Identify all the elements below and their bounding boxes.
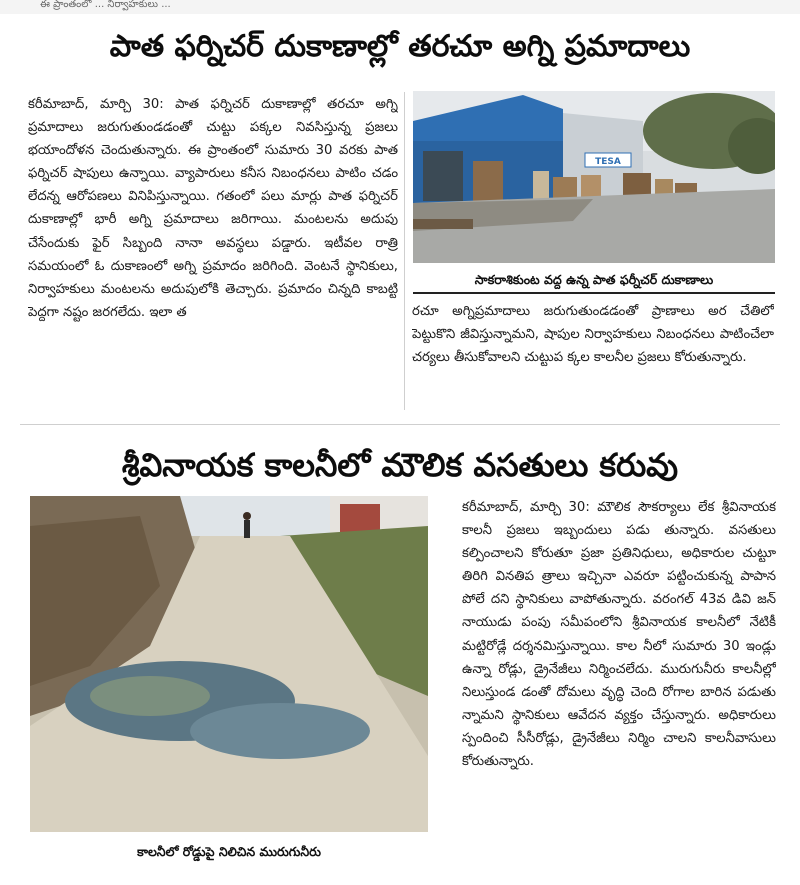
- article2-body: కరీమాబాద్, మార్చి 30: మౌలిక సౌకర్యాలు లేక శ్రీవినాయక కాలనీ ప్రజలు ఇబ్బందులు పడు తున్నారు. వసతులు కల్పించాలని కోరుతూ ప్రజా ప్రతినిధులు, అధికారుల చుట్టూ తిరిగి వినతిప త్రాలు ఇచ్చినా ఎవరూ పట్టించుకున్న పాపాన పోలే దని స్థానికులు వాపోతున్నారు. వరంగల్ 43వ డివి జన్ నాయుడు పంపు సమీపంలోని శ్రీవినాయక కాలనీలో నేటికీ మట్టిరోడ్లే దర్శనమిస్తున్నాయి. కాల నీలో సుమారు 30 ఇండ్లు ఉన్నా రోడ్లు, డ్రైనేజీలు నిర్మించలేదు. మురుగునీరు కాలనీల్లో నిలుస్తుండ డంతో దోమలు వృద్ధి చెంది రోగాల బారిన పడుతు న్నామని స్థానికులు ఆవేదన వ్యక్తం చేస్తున్నారు. అధికారులు స్పందించి సీసీరోడ్లు, డ్రైనేజీలు నిర్మిం చాలని కాలనీవాసులు కోరుతున్నారు.: [462, 500, 776, 770]
- article1-headline: పాత ఫర్నిచర్ దుకాణాల్లో తరచూ అగ్ని ప్రమాదాలు: [109, 29, 691, 64]
- top-cropped-text: ఈ ప్రాంతంలో ... నిర్వాహకులు ...: [0, 0, 800, 14]
- article2-headline: శ్రీవినాయక కాలనీలో మౌలిక వసతులు కరువు: [121, 446, 679, 484]
- article1-body-left: కరీమాబాద్, మార్చి 30: పాత ఫర్నిచర్ దుకాణాల్లో తరచూ అగ్ని ప్రమాదాలు జరుగుతుండడంతో చుట్టు పక్కల నివసిస్తున్న ప్రజలు భయాందోళన చెందుతున్నారు. ఈ ప్రాంతంలో సుమారు 30 వరకు పాత ఫర్నిచర్ షాపులు ఉన్నాయి. వ్యాపారులు కనీస నిబంధనలు పాటిం చడం లేదన్న ఆరోపణలు వినిపిస్తున్నాయి. గతంలో పలు మార్లు పాత ఫర్నిచర్ దుకాణాల్లో భారీ అగ్ని ప్రమాదాలు జరిగాయి. మంటలను అదుపు చేసేందుకు ఫైర్ సిబ్బంది నానా అవస్థలు పడ్డారు. ఇటీవల రాత్రి సమయంలో ఓ దుకాణంలో అగ్ని ప్రమాదం జరిగింది. వెంటనే స్థానికులు, నిర్వాహకులు మంటలను అదుపులోకి తెచ్చారు. ప్రమాదం చిన్నది కాబట్టి పెద్దగా నష్టం జరగలేదు. ఇలా త: [28, 97, 398, 320]
- article1-body-right: రచూ అగ్నిప్రమాదాలు జరుగుతుండడంతో ప్రాణాలు అర చేతిలో పెట్టుకొని జీవిస్తున్నామని, షాపుల నిర్వాహకులు నిబంధనలు పాటించేలా చర్యలు తీసుకోవాలని చుట్టుప క్కల కాలనీల ప్రజలు కోరుతున్నారు.: [412, 304, 774, 366]
- column-divider: [404, 92, 405, 410]
- photo2-caption: కాలనీలో రోడ్డుపై నిలిచిన మురుగునీరు: [137, 844, 321, 859]
- tesa-sign: TESA: [595, 157, 621, 167]
- furniture-shops-photo: [413, 91, 775, 263]
- section-divider: [20, 424, 780, 425]
- sewage-road-photo: [30, 496, 428, 832]
- photo1-caption: సాకరాశికుంట వద్ద ఉన్న పాత ఫర్నీచర్ దుకాణాలు: [413, 268, 775, 294]
